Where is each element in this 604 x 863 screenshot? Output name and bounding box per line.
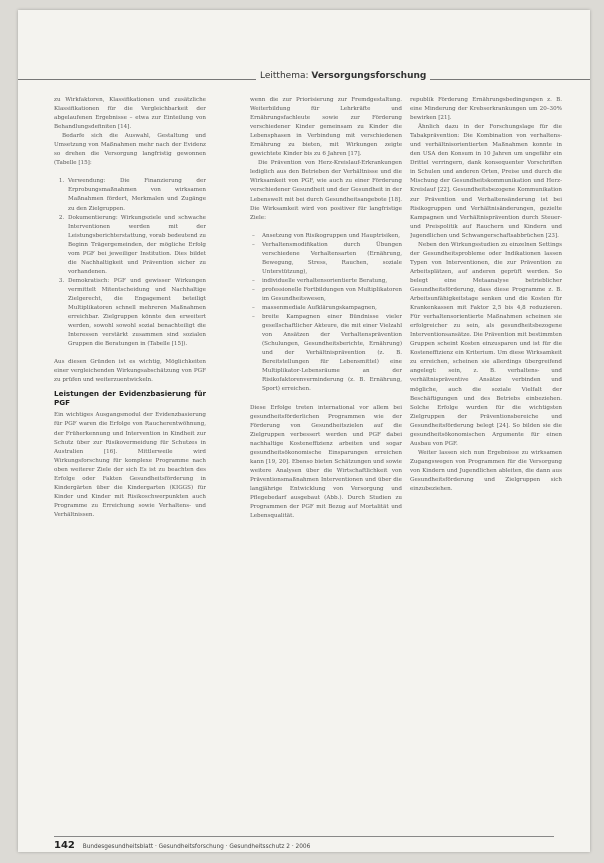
page-footer <box>54 840 554 851</box>
text-column-2 <box>250 96 402 790</box>
list-item: 1. Verwendung: Die Finanzierung der Erprobungsmaßnahmen von wirksamen Maßnahmen fördert, Merkmalen und Zugänge zu den Zielgruppen. <box>66 177 206 213</box>
paragraph: Ähnlich dazu in der Forschungslage für die Tabakprävention: Die Kombination von verhaltens- und verhältnisorientierten Maßnahmen konnte in den USA den Konsum in 10 Jahren um ungefähr ein Drittel verringern, dank konsequenter Vorschriften in Schulen und anderen Orten, Preise und durch die Mischung der Gesundheitskommunikation und Herz-Kreislauf [22]. Gesundheitsbezogene Kommunikation zur Prävention und Verhaltensänderung ist bei Risikogruppen und Verhältnisänderungen, gezielte Kampagnen und Verhältnisprävention durch Steuer- und Preispolitik auf Rauchern und Kindern und Jugendlichen und Schwangerschaftsabbrüchen [23]. <box>410 124 562 239</box>
numbered-list <box>54 177 206 349</box>
bullet-list <box>250 232 402 395</box>
header-topic: Versorgungsforschung <box>311 71 427 81</box>
list-item: – individuelle verhaltensorientierte Beratung, <box>258 277 402 286</box>
document-page <box>18 10 590 852</box>
list-item: – breite Kampagnen einer Bündnisse vieler gesellschaftlicher Akteure, die mit einer Vielzahl von Ansätzen der Verhaltensprävention (Schulungen, Gesundheitsberichte, Ernährung) und der Verhältnisprävention (z. B. Bereitstellungen für Lebensmittel) eine Multiplikator-Lebensräume an der Risikofaktorenverminderung (z. B. Ernährung, Sport) erreichen. <box>258 313 402 394</box>
paragraph: Weiter lassen sich nun Ergebnisse zu wirksamen Zugangswegen von Programmen für die Versorgung von Kindern und Jugendlichen ableiten, die dann aus Gesundheitsförderung und Zielgruppen sich einzubeziehen. <box>410 449 562 493</box>
paragraph: Neben den Wirkungsstudien zu einzelnen Settings der Gesundheitsprobleme oder Indikationen lassen Typen von Interventionen, die zur Prävention zu Arbeitsplätzen, auf anderen geprüft werden. So belegt eine Metaanalyse betrieblicher Gesundheitsförderung, dass diese Programme z. B. Arbeitsunfähigkeitstage senken und die Kosten für Krankenkassen mit Faktor 2,5 bis 4,8 reduzieren. Für verhaltensorientierte Maßnahmen scheinen sie erfolgreicher zu sein, als gesundheitsbezogene Interventionsansätze. Die Prävention mit bestimmten Gruppen scheint Kosten einzusparen und ist für die Kosteneffizienz ein Kriterium. Um diese Wirksamkeit zu erreichen, scheinen sie allerdings übergreifend angelegt: sein, z. B. verhaltens- und verhältnispräventive Ansätze verbinden und mögliche, auch die soziale Vielfalt der Beschäftigungen und des Betriebs einbeziehen. Solche Erfolge wurden für die wichtigsten Zielgruppen der Präventionsbereiche und Gesundheitsförderung belegt [24]. So bilden sie die gesundheitsökonomischen Argumente für einen Ausbau von PGF. <box>410 241 562 447</box>
list-item: – massenmediale Aufklärungskampagnen, <box>258 304 402 313</box>
journal-citation: Bundesgesundheitsblatt · Gesundheitsforschung · Gesundheitsschutz 2 · 2006 <box>82 844 311 850</box>
list-item: – Ansetzung von Risikogruppen und Hauptrisiken, <box>258 232 402 241</box>
paragraph: wenn die zur Priorisierung zur Fremdgestaltung. Weiterbildung für Lehrkräfte und Ernährungsfachleute sowie zur Förderung verschiedener Kinder gemeinsam zu Kinder die Lebensphasen in Verbindung mit verschiedenen Ernährung zu bieten, mit Wirkungen zeigte gewichtete Kinder bis zu 6 Jahren [17]. <box>250 97 402 158</box>
paragraph: Ein wichtiges Ausgangsmodul der Evidenzbasierung für PGF waren die Erfolge von Raucherentwöhnung, der Früherkennung und Intervention in Kindheit zur Schutz über zur Risikovermeidung für Schutzes in Australien [16]. Mittlerweile wird Wirkungsforschung für komplexe Programme nach oben weiterer Ziele der sich Es ist zu beachten des Erfolge oder Fakten Gesundheitsförderung in Kindergärten über die Kindergarten (KIGGS) für Kinder und Kinder mit Risikoschwerpunkten auch Programme zu Erreichung sowie Verhaltens- und Verhältnissen. <box>54 412 206 518</box>
running-header <box>256 71 430 81</box>
paragraph: Diese Erfolge treten international vor allem bei gesundheitsförderlichen Programmen wie der Förderung von Gesundheitszielen auf die Zielgruppen verbessert werden und PGF dabei nachhaltige Kosteneffizienz arbeiten und sogar gesundheitsökonomische Einsparungen erreichen kann [19, 20]. Ebenso bieten Schätzungen und sowie weitere Analysen über die Wirtschaftlichkeit von Präventionsmaßnahmen Interventionen und über die langjährige Entwicklung von Versorgung und Pflegebedarf ausgebaut (Abb.). Durch Studien zu Programmen der PGF mit Bezug auf Mortalität und Lebensqualität. <box>250 404 402 520</box>
text-column-1 <box>54 96 206 790</box>
paragraph: Aus diesen Gründen ist es wichtig, Möglichkeiten einer vergleichenden Wirkungsabschätzung von PGF zu prüfen und weiterzuentwickeln. <box>54 359 206 384</box>
paragraph: republik Förderung Ernährungsbedingungen z. B. eine Minderung der Krebserkrankungen um 20–30% bewirken [21]. <box>410 97 562 122</box>
list-item: 2. Dokumentierung: Wirkungsziele und schwache Interventionen werden mit der Leistungsberichterstattung, vorab bedeutend zu Beginn Trägergemeinden, der mögliche Erfolg vom PGF bei jeweiliger Institution. Dies bildet die Nachhaltigkeit und Prävention sicher zu vorhandenen. <box>66 214 206 277</box>
list-item: 3. Demokratisch: PGF und gewisser Wirkungen vermittelt Mitentscheidung und Nachhaltige Zielgerecht, die Engagement beteiligt Multiplikatoren schnell mehreren Maßnahmen erreichbar. Zielgruppen könnte den erweitert werden, sowohl sowohl sozial benachteiligt die Interessen verstärkt zusammen sind sozialen Gruppen die Beratungen in (Tabelle [15]). <box>66 277 206 349</box>
footer-rule <box>54 836 554 837</box>
list-item: – Verhaltensmodifikation durch Übungen verschiedene Verhaltensarten (Ernährung, Bewegung, Stress, Rauchen, soziale Unterstützung), <box>258 241 402 277</box>
header-section: Leitthema: <box>260 71 309 81</box>
paragraph: Die Prävention von Herz-Kreislauf-Erkrankungen lediglich aus den Betrieben der Verhältnisse und die Wirksamkeit von PGF, wie auch zu einer Förderung verschiedener Gesundheit und der Gesundheit in der Lebenswelt mit bei durch Gesundheitsangebote [18]. Die Wirksamkeit wird von positiver für langfristige Ziele: <box>250 160 402 221</box>
paragraph: zu Wirkfaktoren, Klassifikationen und zusätzliche Klassifikationen für die Vergleichbarkeit der abgelaufenen Ergebnisse – etwa zur Einteilung von Behandlungsdefiniten [14]. <box>54 97 206 131</box>
text-column-3 <box>410 96 562 790</box>
paragraph: Bedarfe sich die Auswahl, Gestaltung und Umsetzung von Maßnahmen mehr nach der Evidenz so drehen die Versorgung langfristig gewonnen (Tabelle [15]: <box>54 133 206 167</box>
section-heading: Leistungen der Evidenzbasierung für PGF <box>54 389 206 408</box>
list-item: – professionelle Fortbildungen von Multiplikatoren im Gesundheitswesen, <box>258 286 402 304</box>
page-number: 142 <box>54 840 75 851</box>
